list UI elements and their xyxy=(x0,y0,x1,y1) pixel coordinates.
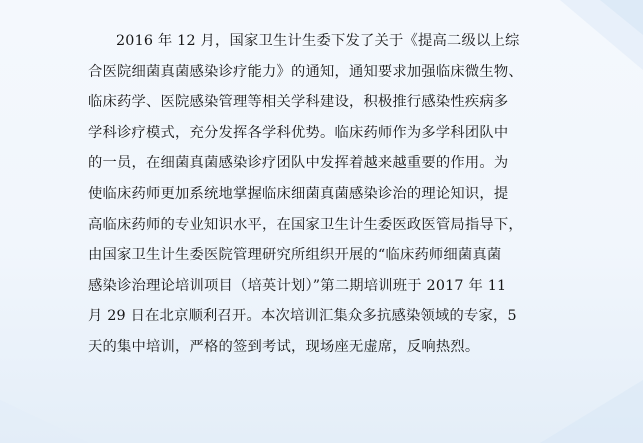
paragraph-line: 学科诊疗模式，充分发挥各学科优势。临床药师作为多学科团队中 xyxy=(88,124,509,141)
paragraph-line: 临床药学、医院感染管理等相关学科建设，积极推行感染性疾病多 xyxy=(88,94,509,111)
paragraph-line: 高临床药师的专业知识水平，在国家卫生计生委医政医管局指导下， xyxy=(88,216,523,233)
paragraph-line: 天的集中培训，严格的签到考试，现场座无虚席，反响热烈。 xyxy=(88,338,480,355)
paragraph-line: 2016 年 12 月，国家卫生计生委下发了关于《提高二级以上综 xyxy=(116,33,520,49)
paragraph-line: 合医院细菌真菌感染诊疗能力》的通知，通知要求加强临床微生物、 xyxy=(88,63,523,80)
paragraph-line: 的一员，在细菌真菌感染诊疗团队中发挥着越来越重要的作用。为 xyxy=(88,155,509,172)
paragraph-line: 使临床药师更加系统地掌握临床细菌真菌感染诊治的理论知识，提 xyxy=(88,185,509,202)
paragraph-line: 感染诊治理论培训项目（培英计划）”第二期培训班于 2017 年 11 xyxy=(88,277,507,294)
paragraph-line: 月 29 日在北京顺利召开。本次培训汇集众多抗感染领域的专家，5 xyxy=(88,308,517,325)
paragraph-line: 由国家卫生计生委医院管理研究所组织开展的“临床药师细菌真菌 xyxy=(88,247,502,264)
article-paragraph xyxy=(88,26,558,363)
